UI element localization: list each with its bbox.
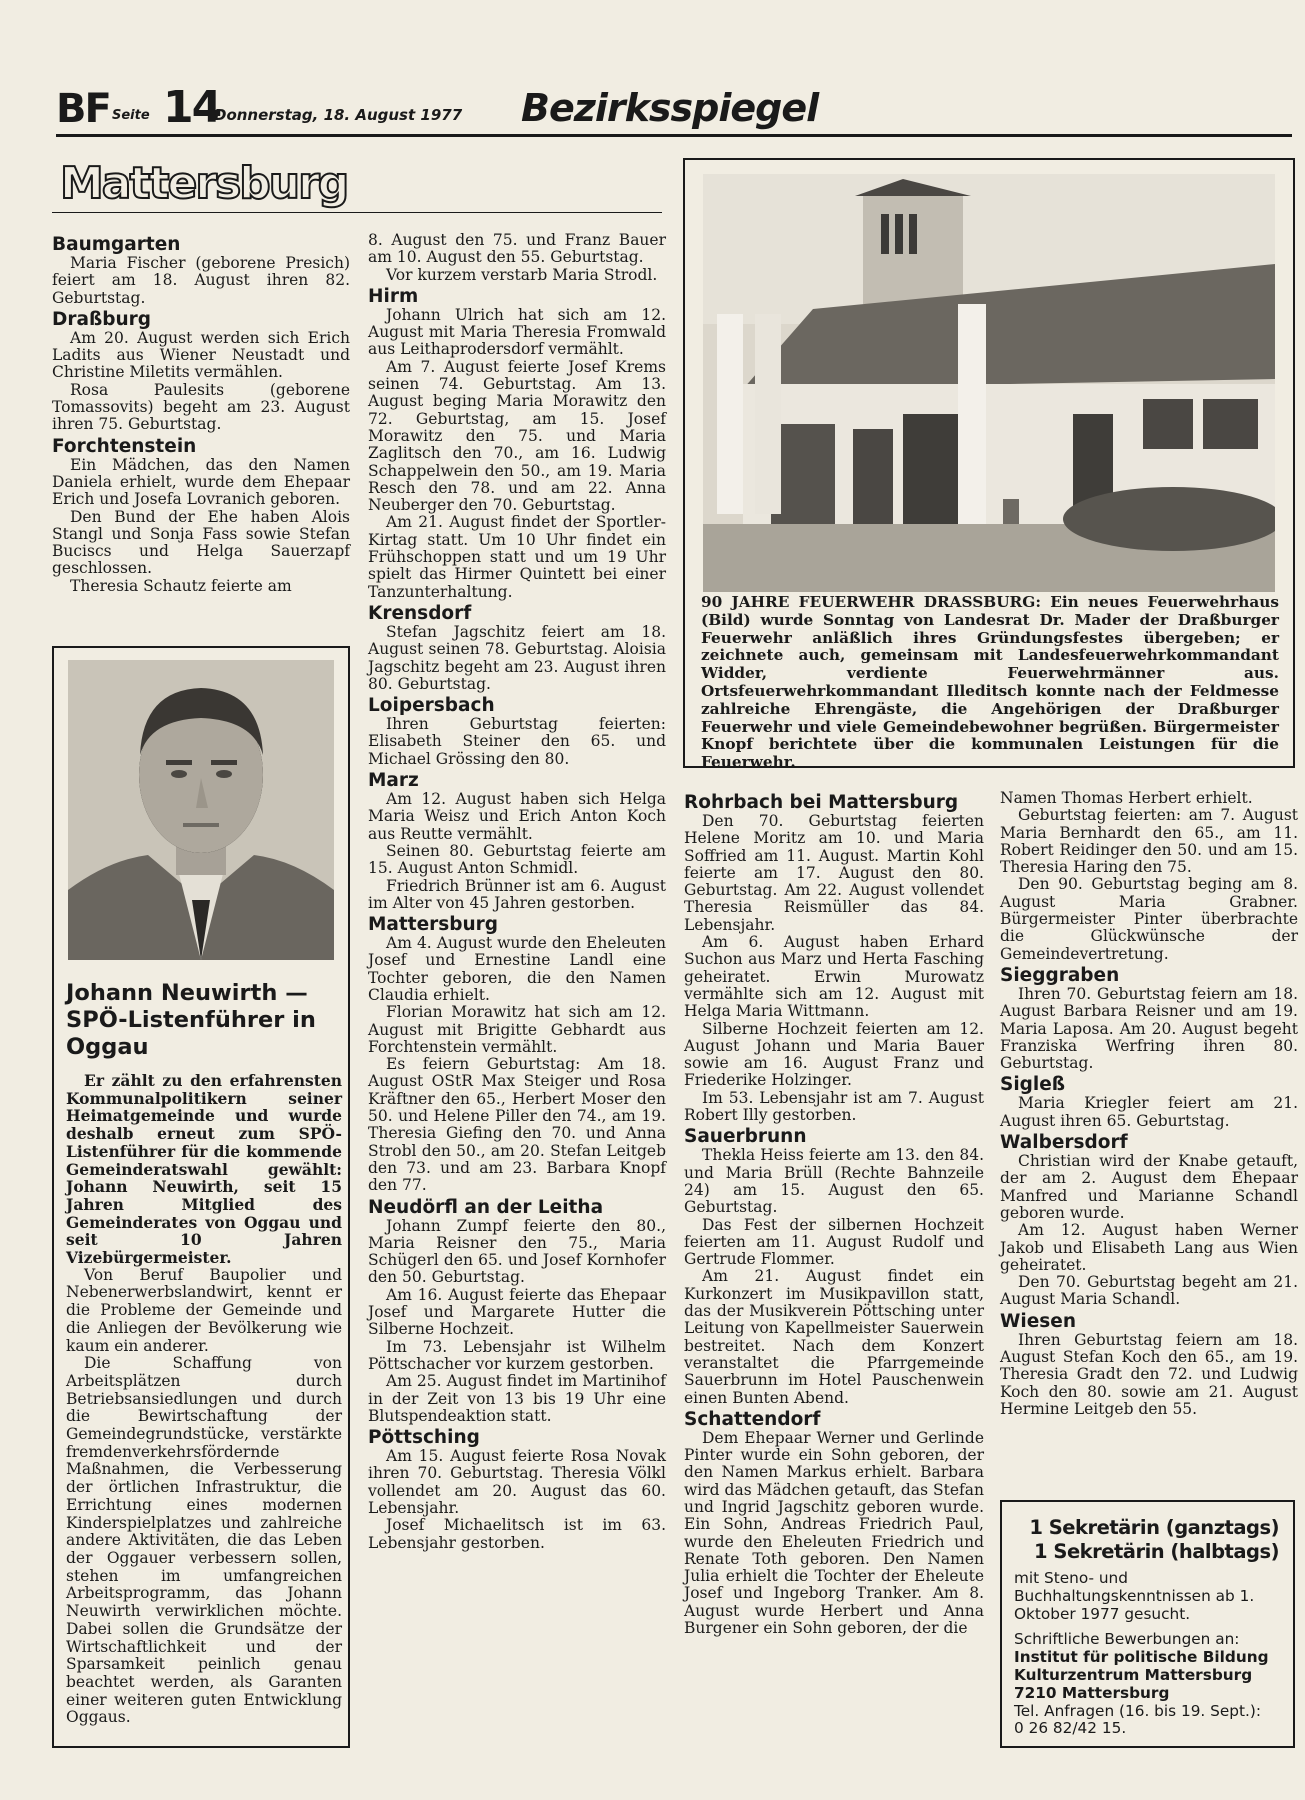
- news-item: Johann Zumpf feierte den 80., Maria Reisner den 75., Maria Schügerl den 65. und Josef Kornhofer den 50. Geburtstag.: [368, 1216, 666, 1287]
- news-item: Maria Kriegler feiert am 21. August ihren 65. Geburtstag.: [1000, 1094, 1298, 1130]
- news-item: Dem Ehepaar Werner und Gerlinde Pinter wurde ein Sohn geboren, der den Namen Markus erhielt. Barbara wird das Mädchen getauft, das Stefan und Ingrid Jagschitz geboren wurde. Ein Sohn, Andreas Friedrich Paul, wurde den Eheleuten Friedrich und Renate Toth geboren. Den Namen Julia erhielt die Tochter der Eheleute Josef und Ingeborg Tranker. Am 8. August wurde Herbert und Anna Burgener ein Sohn geboren, der die: [684, 1428, 984, 1638]
- news-item: Das Fest der silbernen Hochzeit feierten am 11. August Rudolf und Gertrude Flommer.: [684, 1215, 984, 1269]
- news-item: Am 12. August haben Werner Jakob und Elisabeth Lang aus Wien geheiratet.: [1000, 1221, 1298, 1274]
- ad-title-parttime: 1 Sekretärin (halbtags): [1034, 1540, 1279, 1563]
- column-2: [368, 232, 666, 1552]
- portrait-photo: [68, 660, 334, 960]
- issue-date: Donnerstag, 18. August 1977: [214, 106, 463, 124]
- news-item: Am 12. August haben sich Helga Maria Weisz und Erich Anton Koch aus Reutte vermählt.: [368, 790, 666, 843]
- news-item: Seinen 80. Geburtstag feierte am 15. August Anton Schmidl.: [368, 841, 666, 878]
- ad-phone-number: 0 26 82/42 15.: [1014, 1719, 1127, 1738]
- feuerwehr-caption: [701, 594, 1279, 772]
- town-heading-sigless: Sigleß: [1000, 1074, 1066, 1096]
- news-item: Ein Mädchen, das den Namen Daniela erhielt, wurde dem Ehepaar Erich und Josefa Lovranich geboren.: [52, 455, 350, 509]
- town-heading-sieggraben: Sieggraben: [1000, 964, 1120, 986]
- feuerwehr-photo-box: [683, 158, 1295, 772]
- neuwirth-lead: Er zählt zu den erfahrensten Kommunalpolitikern seiner Heimatgemeinde und wurde deshalb erneut zum SPÖ-Listenführer für die kommende Gemeinderatswahl gewählt: Johann Neuwirth, seit 15 Jahren Mitglied des Gemeinderates von Oggau und seit 10 Jahren Vizebürgermeister.: [66, 1071, 342, 1268]
- news-item: Namen Thomas Herbert erhielt.: [1000, 789, 1253, 807]
- town-heading-krensdorf: Krensdorf: [368, 602, 472, 624]
- town-heading-baumgarten: Baumgarten: [52, 234, 181, 255]
- town-heading-wiesen: Wiesen: [1000, 1310, 1077, 1332]
- ad-title-fulltime: 1 Sekretärin (ganztags): [1029, 1516, 1279, 1539]
- portrait-illustration: [68, 660, 334, 960]
- news-item: Ihren Geburtstag feierten: Elisabeth Steiner den 65. und Michael Grössing den 80.: [368, 715, 666, 768]
- page-label: Seite: [112, 108, 150, 123]
- ad-requirements: mit Steno- und Buchhaltungskenntnissen ab 1. Oktober 1977 gesucht.: [1014, 1569, 1255, 1623]
- town-heading-loipersbach: Loipersbach: [368, 695, 495, 717]
- masthead: [56, 84, 1292, 137]
- news-item: Ihren 70. Geburtstag feiern am 18. August Barbara Reisner und am 19. Maria Laposa. Am 20. August begeht Franziska Werfring ihren 80. Geburtstag.: [1000, 984, 1298, 1073]
- town-heading-walbersdorf: Walbersdorf: [1000, 1132, 1128, 1154]
- news-item: Am 25. August findet im Martinihof in der Zeit von 13 bis 19 Uhr eine Blutspendeaktion statt.: [368, 1372, 666, 1425]
- ad-apply-label: Schriftliche Bewerbungen an:: [1014, 1630, 1240, 1649]
- news-item: Den 70. Geburtstag feierten Helene Moritz am 10. und Maria Soffried am 11. August. Martin Kohl feierte am 17. August den 80. Geburtstag. Am 22. August vollendet Theresia Reismüller das 84. Lebensjahr.: [684, 812, 984, 934]
- news-item: Silberne Hochzeit feierten am 12. August Johann und Maria Bauer sowie am 16. August Franz und Friederike Holzinger.: [684, 1019, 984, 1090]
- news-item: Rosa Paulesits (geborene Tomassovits) begeht am 23. August ihren 75. Geburtstag.: [52, 380, 350, 434]
- fire-station-illustration: [703, 174, 1275, 592]
- ad-phone-label: Tel. Anfragen (16. bis 19. Sept.):: [1014, 1701, 1261, 1720]
- news-item: Am 21. August findet der Sportler-Kirtag statt. Um 10 Uhr findet ein Frühschoppen statt und um 19 Uhr spielt das Hirmer Quintett bei einer Tanzunterhaltung.: [368, 513, 666, 601]
- news-item: Am 7. August feierte Josef Krems seinen 74. Geburtstag. Am 13. August beging Maria Morawitz den 72. Geburtstag, am 15. Josef Morawitz den 75. und Maria Zaglitsch den 70., am 16. Ludwig Schappelwein den 50., am 19. Maria Resch den 78. und am 22. Anna Neuberger den 70. Geburtstag.: [368, 357, 666, 515]
- neuwirth-headline: Johann Neuwirth — SPÖ-Listenführer in Oggau: [66, 980, 316, 1060]
- news-item: Im 53. Lebensjahr ist am 7. August Robert Illy gestorben.: [684, 1088, 984, 1125]
- news-item: Am 4. August wurde den Eheleuten Josef und Ernestine Landl eine Tochter geboren, die den Namen Claudia erhielt.: [368, 934, 666, 1004]
- news-item: Den 90. Geburtstag beging am 8. August Maria Grabner. Bürgermeister Pinter überbrachte die Glückwünsche der Gemeindevertretung.: [1000, 875, 1298, 963]
- region-heading: Mattersburg: [60, 158, 348, 209]
- region-rule: [52, 212, 662, 213]
- news-item: Im 73. Lebensjahr ist Wilhelm Pöttschacher vor kurzem gestorben.: [368, 1337, 666, 1373]
- town-heading-drassburg: Draßburg: [52, 308, 152, 330]
- newspaper-logo: BF: [56, 86, 110, 132]
- section-title: Bezirksspiegel: [521, 86, 819, 130]
- news-item: Den 70. Geburtstag begeht am 21. August Maria Schandl.: [1000, 1273, 1298, 1309]
- news-item: Am 21. August findet ein Kurkonzert im Musikpavillon statt, das der Musikverein Pöttsching unter Leitung von Kapellmeister Sauerwein bestreitet. Nach dem Konzert veranstaltet die Pfarrgemeinde Sauerbrunn im Hotel Pauschenwein einen Bunten Abend.: [684, 1267, 984, 1407]
- column-3: [684, 790, 984, 1637]
- column-1: [52, 232, 350, 595]
- news-item: Josef Michaelitsch ist im 63. Lebensjahr gestorben.: [368, 1516, 666, 1552]
- neuwirth-paragraph: Die Schaffung von Arbeitsplätzen durch Betriebsansiedlungen und durch die Bewirtschaftung der Gemeindegrundstücke, verstärkte fremdenverkehrsfördernde Maßnahmen, die Verbesserung der örtlichen Infrastruktur, die Errichtung eines modernen Kinderspielplatzes und zahlreiche andere Aktivitäten, die das Leben der Oggauer verbessern sollen, stehen im umfangreichen Arbeitsprogramm, das Johann Neuwirth verwirklichen möchte. Dabei sollen die Grundsätze der Wirtschaftlichkeit und der Sparsamkeit peinlich genau beachtet werden, als Garanten einer weiteren guten Entwicklung Oggaus.: [66, 1354, 342, 1727]
- news-item: Am 6. August haben Erhard Suchon aus Marz und Herta Fasching geheiratet. Erwin Murowatz vermählte sich am 12. August mit Helga Maria Wittmann.: [684, 933, 984, 1021]
- neuwirth-paragraph: Von Beruf Baupolier und Nebenerwerbslandwirt, kennt er die Probleme der Gemeinde und die Anliegen der Bevölkerung wie kaum ein anderer.: [66, 1265, 342, 1355]
- neuwirth-article-box: [52, 646, 350, 1748]
- ad-body: [1014, 1570, 1286, 1738]
- ad-org-line: Institut für politische Bildung: [1014, 1648, 1269, 1667]
- town-heading-marz: Marz: [368, 770, 419, 792]
- news-item: Christian wird der Knabe getauft, der am 2. August dem Ehepaar Manfred und Marianne Schandl geboren wurde.: [1000, 1152, 1298, 1222]
- news-item: Den Bund der Ehe haben Alois Stangl und Sonja Fass sowie Stefan Buciscs und Helga Sauerzapf geschlossen.: [52, 507, 350, 578]
- news-item: Thekla Heiss feierte am 13. den 84. und Maria Brüll (Rechte Bahnzeile 24) am 15. August den 65. Geburtstag.: [684, 1146, 984, 1217]
- news-item: Geburtstag feierten: am 7. August Maria Bernhardt den 65., am 11. Robert Reidinger den 50. und am 15. Theresia Haring den 75.: [1000, 806, 1298, 877]
- ad-org-line: 7210 Mattersburg: [1014, 1683, 1170, 1702]
- town-heading-rohrbach: Rohrbach bei Mattersburg: [684, 792, 959, 813]
- town-heading-forchtenstein: Forchtenstein: [52, 435, 197, 457]
- job-ad-box: [1000, 1500, 1295, 1748]
- page-number: 14: [163, 82, 221, 133]
- news-item: Johann Ulrich hat sich am 12. August mit Maria Theresia Fromwald aus Leithaprodersdorf vermählt.: [368, 305, 666, 359]
- news-item: Friedrich Brünner ist am 6. August im Alter von 45 Jahren gestorben.: [368, 876, 666, 912]
- news-item: Ihren Geburtstag feiern am 18. August Stefan Koch den 65., am 19. Theresia Gradt den 72. und Ludwig Koch den 80. sowie am 21. August Hermine Leitgeb den 55.: [1000, 1330, 1298, 1418]
- ad-org-line: Kulturzentrum Mattersburg: [1014, 1665, 1253, 1684]
- news-item: Am 20. August werden sich Erich Ladits aus Wiener Neustadt und Christine Miletits vermählen.: [52, 328, 350, 382]
- news-item: 8. August den 75. und Franz Bauer am 10. August den 55. Geburtstag.: [368, 231, 666, 267]
- column-4: [1000, 790, 1298, 1418]
- news-item: Stefan Jagschitz feiert am 18. August seinen 78. Geburtstag. Aloisia Jagschitz begeht am 23. August ihren 80. Geburtstag.: [368, 622, 666, 693]
- town-heading-schattendorf: Schattendorf: [684, 1408, 821, 1430]
- news-item: Es feiern Geburtstag: Am 18. August OStR Max Steiger und Rosa Kräftner den 65., Herbert Moser den 50. und Helene Piller den 74., am 19. Theresia Giefing den 70. und Anna Strobl den 50., am 20. Stefan Leitgeb den 73. und am 23. Barbara Knopf den 77.: [368, 1055, 666, 1195]
- news-item: Maria Fischer (geborene Presich) feiert am 18. August ihren 82. Geburtstag.: [52, 254, 350, 307]
- town-heading-poettsching: Pöttsching: [368, 1427, 480, 1449]
- news-item: Theresia Schautz feierte am: [70, 576, 292, 595]
- town-heading-sauerbrunn: Sauerbrunn: [684, 1126, 807, 1148]
- town-heading-hirm: Hirm: [368, 285, 419, 307]
- town-heading-mattersburg: Mattersburg: [368, 914, 499, 936]
- news-item: Florian Morawitz hat sich am 12. August mit Brigitte Gebhardt aus Forchtenstein vermählt.: [368, 1003, 666, 1056]
- neuwirth-body: [66, 1072, 342, 1727]
- news-item: Am 15. August feierte Rosa Novak ihren 70. Geburtstag. Theresia Völkl vollendet am 20. August das 60. Lebensjahr.: [368, 1447, 666, 1517]
- caption-text: Ein neues Feuerwehrhaus (Bild) wurde Sonntag von Landesrat Dr. Mader der Draßburger Feuerwehr anläßlich ihres Gründungsfestes übergeben; er zeichnete auch, gemeinsam mit Landesfeuerwehrkommandant Widder, verdiente Feuerwehrmänner aus. Ortsfeuerwehrkommandant Illeditsch konnte nach der Feldmesse zahlreiche Ehrengäste, die Angehörigen der Draßburger Feuerwehr und viele Gemeindebewohner begrüßen. Bürgermeister Knopf berichtete über die kommunalen Leistungen für die Feuerwehr.: [701, 593, 1279, 772]
- fire-station-photo: [703, 174, 1275, 592]
- town-heading-neudoerfl: Neudörfl an der Leitha: [368, 1196, 604, 1218]
- news-item: Am 16. August feierte das Ehepaar Josef und Margarete Hutter die Silberne Hochzeit.: [368, 1285, 666, 1339]
- news-item: Vor kurzem verstarb Maria Strodl.: [386, 265, 658, 284]
- caption-title: 90 JAHRE FEUERWEHR DRASSBURG:: [701, 593, 1041, 611]
